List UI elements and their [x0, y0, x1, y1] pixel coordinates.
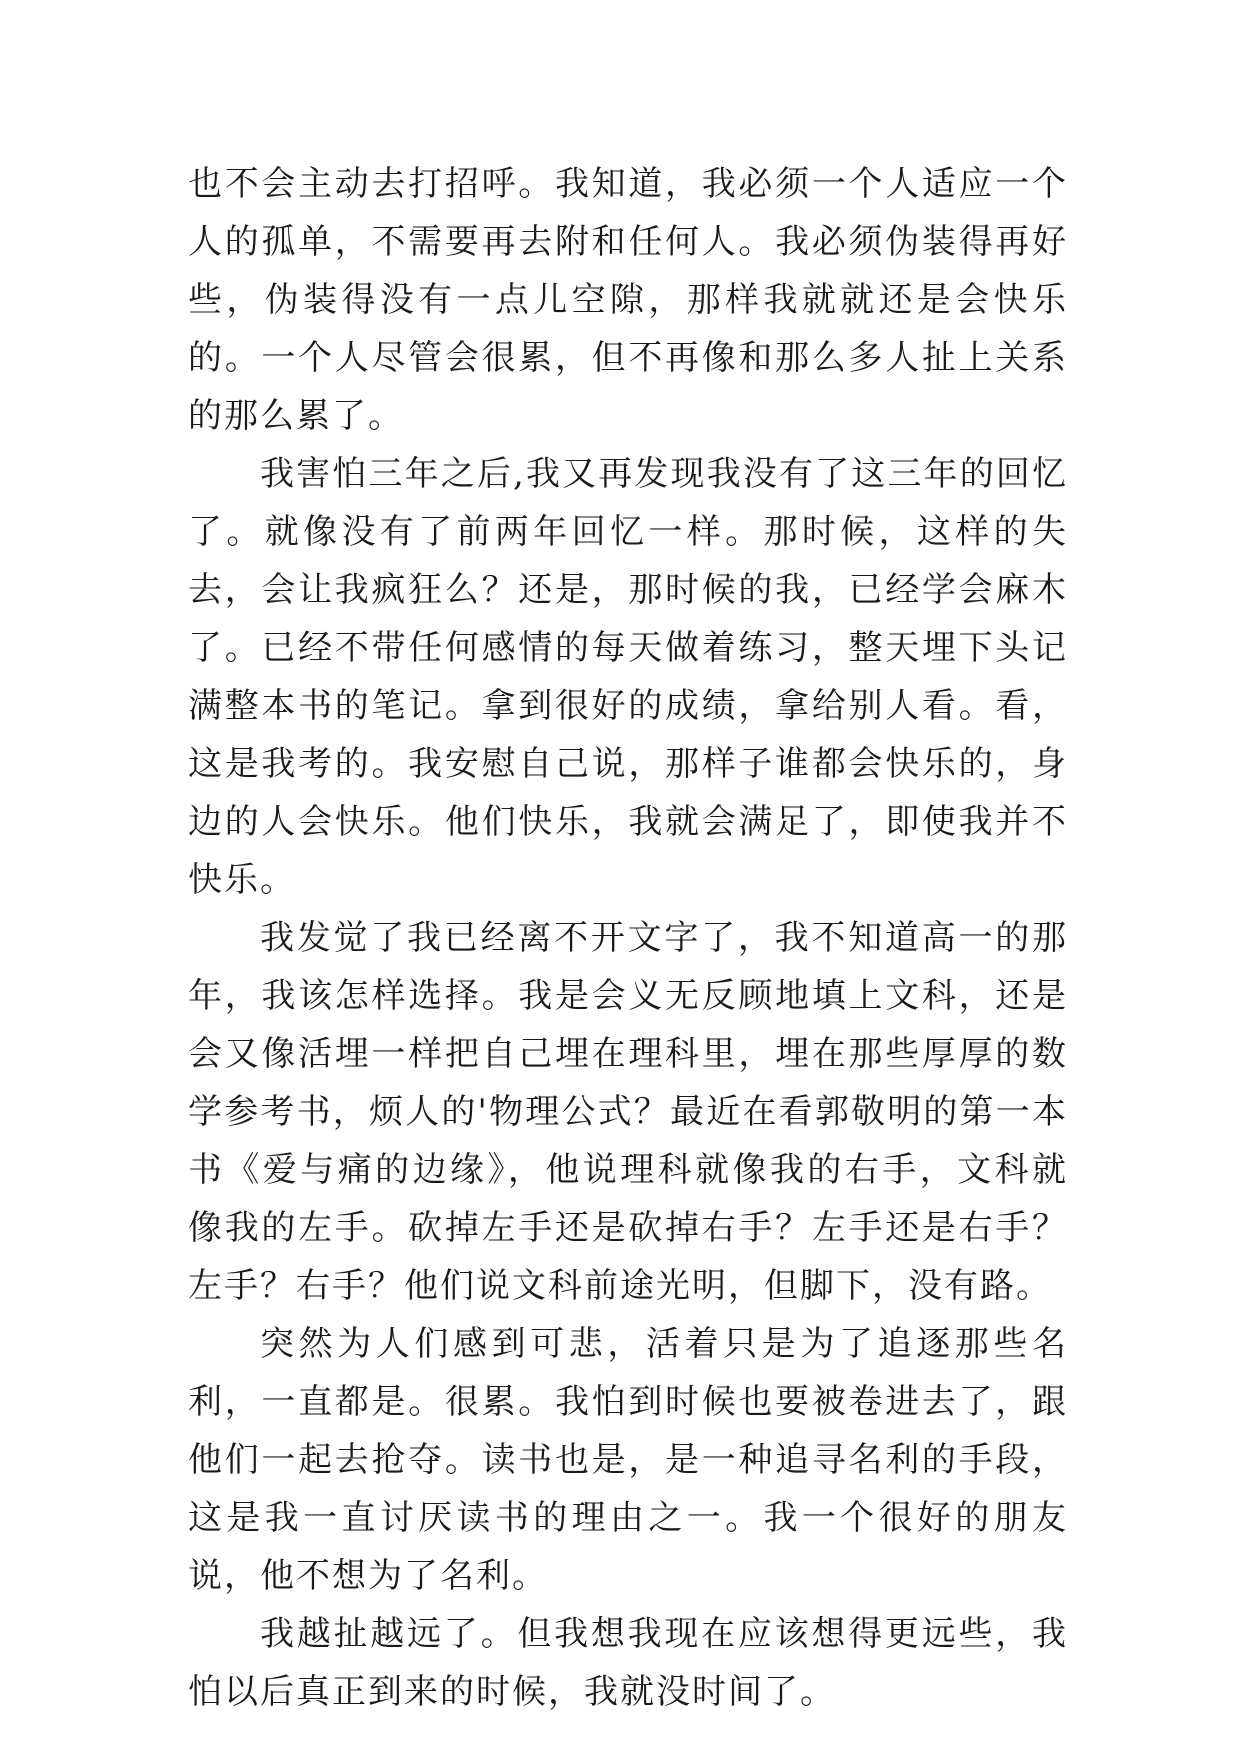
paragraph-2: 我害怕三年之后,我又再发现我没有了这三年的回忆了。就像没有了前两年回忆一样。那时候，这样的失去，会让我疯狂么？还是，那时候的我，已经学会麻木了。已经不带任何感情的每天做着练习，整天埋下头记满整本书的笔记。拿到很好的成绩，拿给别人看。看，这是我考的。我安慰自己说，那样子谁都会快乐的，身边的人会快乐。他们快乐，我就会满足了，即使我并不快乐。	[188, 454, 1068, 900]
paragraph-3: 我发觉了我已经离不开文字了，我不知道高一的那年，我该怎样选择。我是会义无反顾地填上文科，还是会又像活埋一样把自己埋在理科里，埋在那些厚厚的数学参考书，烦人的'物理公式？最近在看郭敬明的第一本书《爱与痛的边缘》，他说理科就像我的右手，文科就像我的左手。砍掉左手还是砍掉右手？左手还是右手？左手？右手？他们说文科前途光明，但脚下，没有路。	[188, 918, 1068, 1306]
paragraph-5: 我越扯越远了。但我想我现在应该想得更远些，我怕以后真正到来的时候，我就没时间了。	[188, 1614, 1068, 1712]
body-text	[188, 155, 1068, 1721]
paragraph-1: 也不会主动去打招呼。我知道，我必须一个人适应一个人的孤单，不需要再去附和任何人。我必须伪装得再好些，伪装得没有一点儿空隙，那样我就就还是会快乐的。一个人尽管会很累，但不再像和那么多人扯上关系的那么累了。	[188, 164, 1068, 436]
paragraph-4: 突然为人们感到可悲，活着只是为了追逐那些名利，一直都是。很累。我怕到时候也要被卷进去了，跟他们一起去抢夺。读书也是，是一种追寻名利的手段，这是我一直讨厌读书的理由之一。我一个很好的朋友说，他不想为了名利。	[188, 1324, 1068, 1596]
